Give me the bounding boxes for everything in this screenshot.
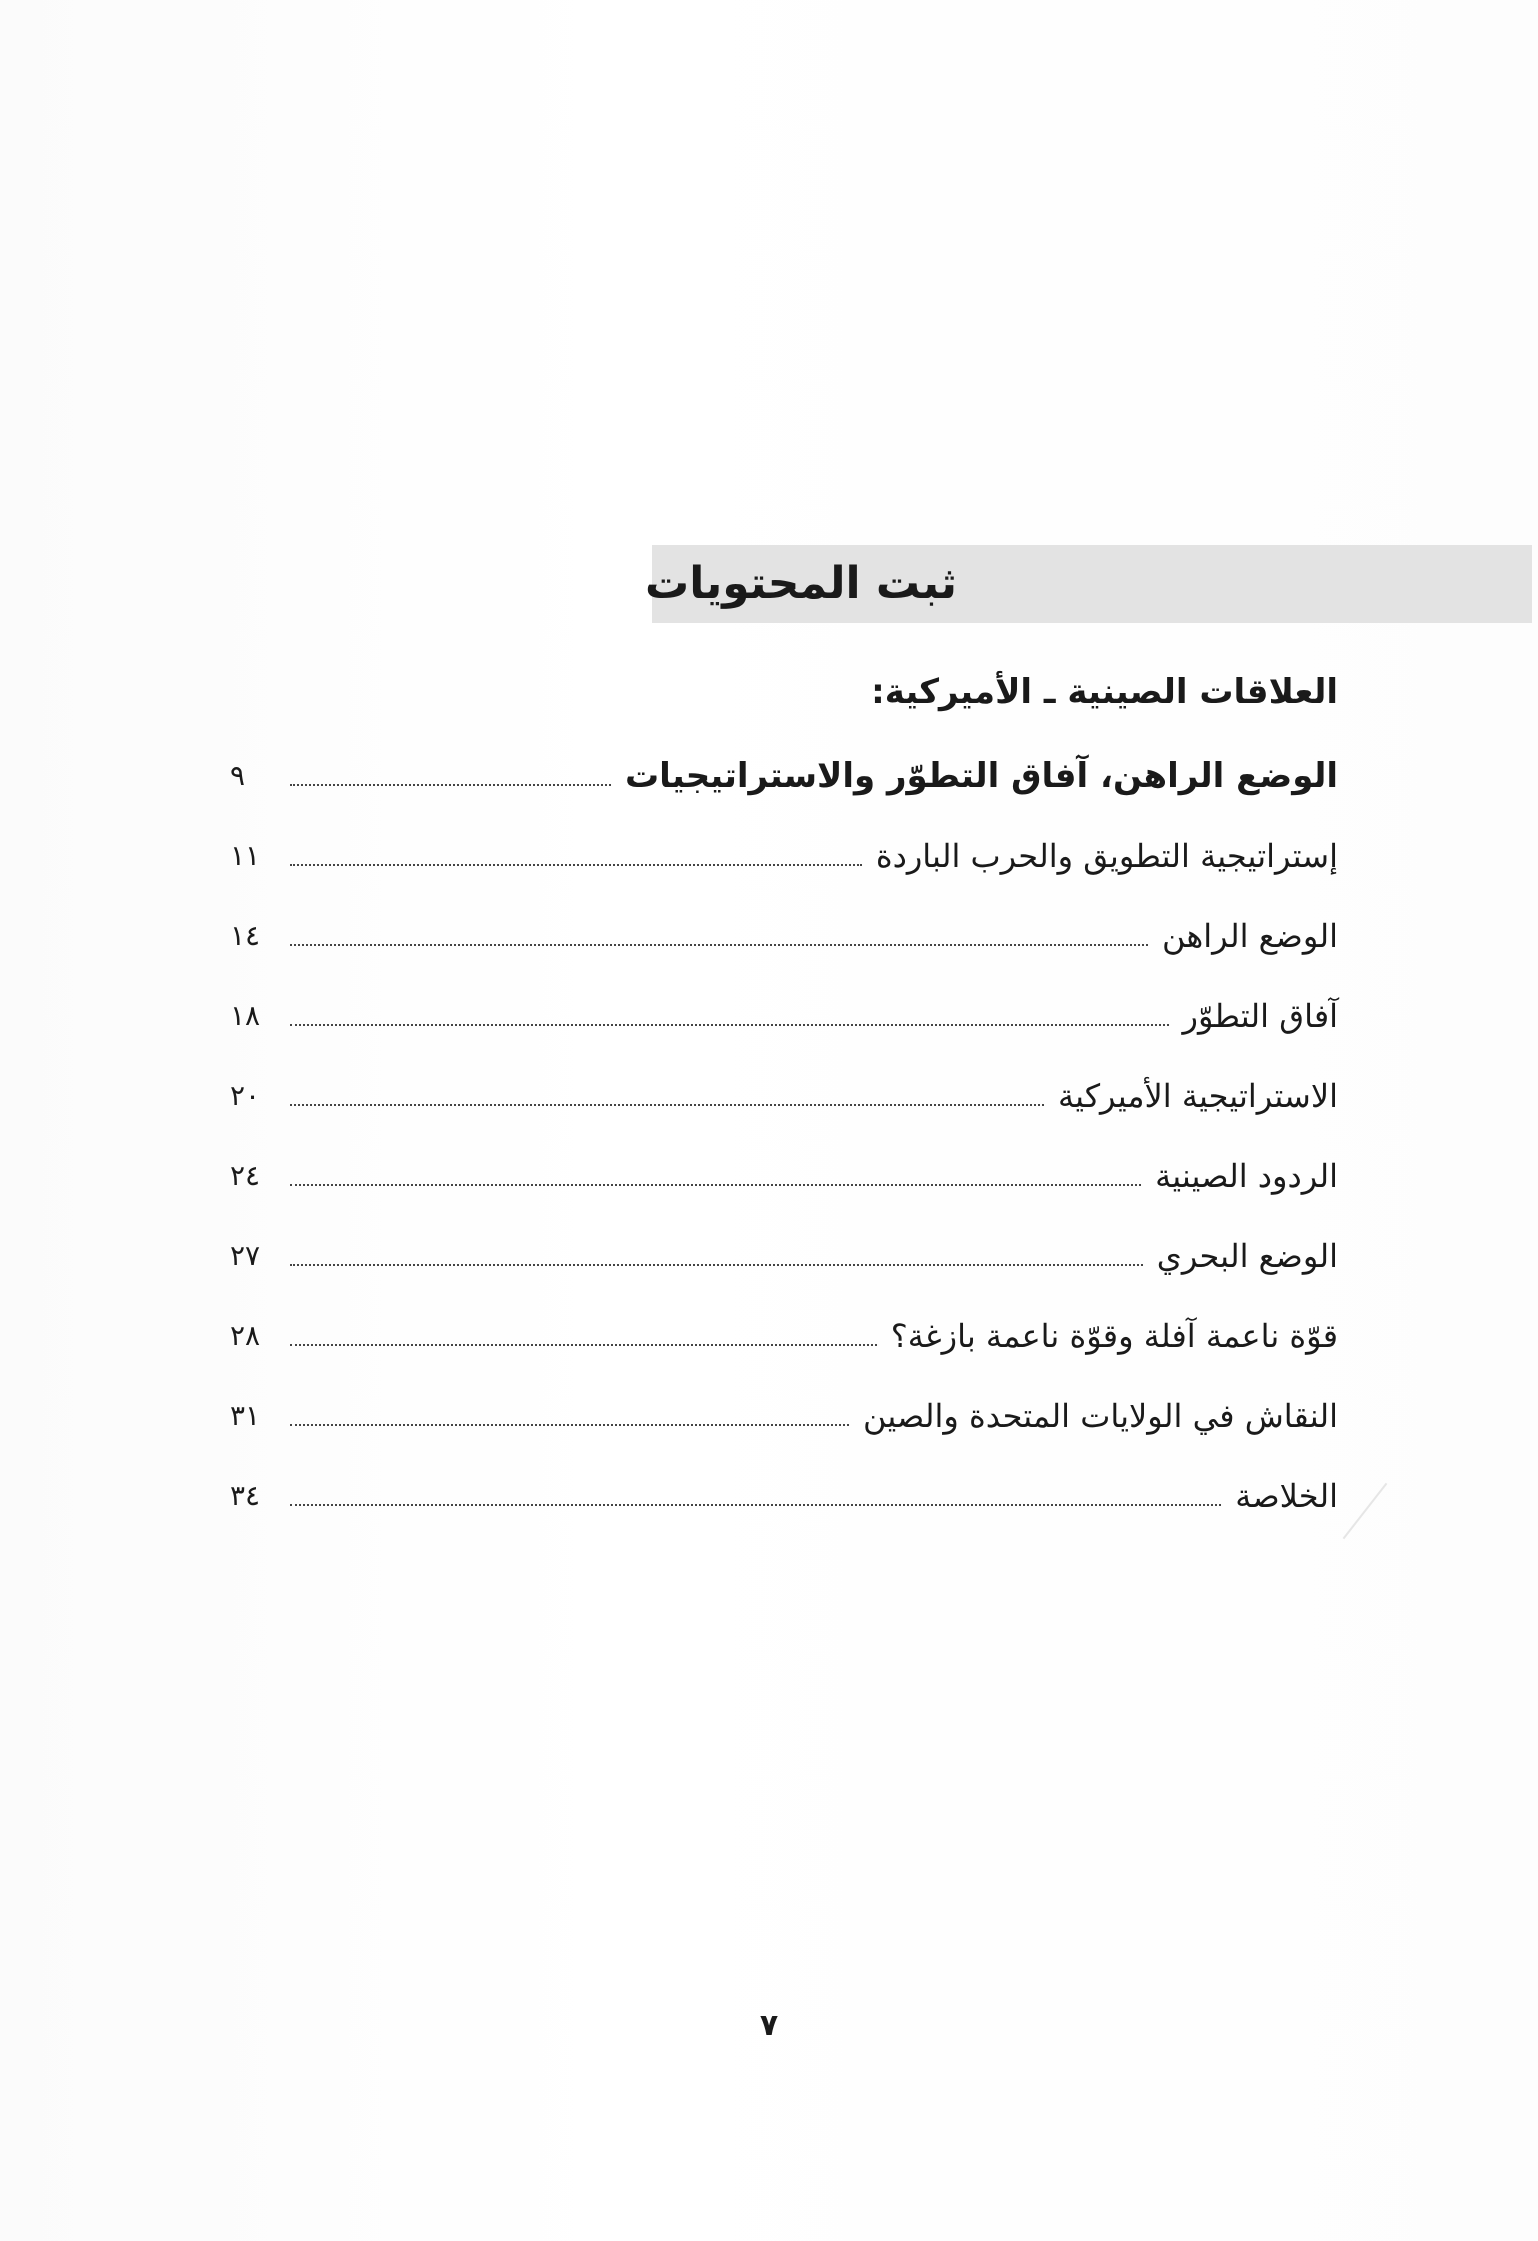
toc-entry-title: آفاق التطوّر — [1182, 997, 1338, 1035]
toc-entry-title: الردود الصينية — [1155, 1157, 1338, 1195]
toc-entry-title: الوضع البحري — [1156, 1237, 1338, 1275]
toc-entry — [230, 738, 1338, 798]
dot-leader — [290, 944, 1148, 946]
toc-entry — [230, 1058, 1338, 1118]
toc-entry-title: الوضع الراهن — [1162, 917, 1338, 955]
toc-entry-page: ١١ — [230, 839, 261, 872]
toc-entry-title: إستراتيجية التطويق والحرب الباردة — [875, 837, 1338, 875]
toc-entry-page: ٢٠ — [230, 1079, 261, 1112]
toc-entry — [230, 818, 1338, 878]
toc-entry — [230, 978, 1338, 1038]
toc-entry — [230, 1378, 1338, 1438]
toc-entry-page: ١٤ — [230, 919, 261, 952]
dot-leader — [290, 1504, 1221, 1506]
paper-crease — [1343, 1483, 1388, 1539]
toc-entry-page: ٣١ — [230, 1399, 261, 1432]
dot-leader — [290, 864, 862, 866]
dot-leader — [290, 1344, 877, 1346]
dot-leader — [290, 1024, 1169, 1026]
dot-leader — [290, 784, 611, 786]
toc-entry-page: ١٨ — [230, 999, 261, 1032]
page-title: ثبت المحتويات — [645, 558, 957, 609]
dot-leader — [290, 1424, 849, 1426]
toc-entry-page: ٣٤ — [230, 1479, 261, 1512]
toc-entry-page: ٢٨ — [230, 1319, 261, 1352]
toc-entry-page: ٩ — [230, 759, 246, 792]
toc-entry — [230, 1458, 1338, 1518]
page-number: ٧ — [759, 2008, 779, 2043]
toc-entry-page: ٢٤ — [230, 1159, 261, 1192]
toc-entry — [230, 1298, 1338, 1358]
toc-entry-title: الوضع الراهن، آفاق التطوّر والاستراتيجيات — [624, 756, 1338, 796]
dot-leader — [290, 1104, 1044, 1106]
section-heading: العلاقات الصينية ـ الأميركية: — [871, 672, 1338, 712]
dot-leader — [290, 1184, 1141, 1186]
toc-entry-page: ٢٧ — [230, 1239, 261, 1272]
toc-entry — [230, 1138, 1338, 1198]
toc-entry — [230, 1218, 1338, 1278]
toc-entry — [230, 898, 1338, 958]
toc-entry-title: الاستراتيجية الأميركية — [1058, 1077, 1338, 1115]
toc-entry-title: قوّة ناعمة آفلة وقوّة ناعمة بازغة؟ — [890, 1317, 1338, 1355]
toc-entry-title: النقاش في الولايات المتحدة والصين — [862, 1397, 1338, 1435]
dot-leader — [290, 1264, 1143, 1266]
toc-entry-title: الخلاصة — [1235, 1477, 1338, 1515]
